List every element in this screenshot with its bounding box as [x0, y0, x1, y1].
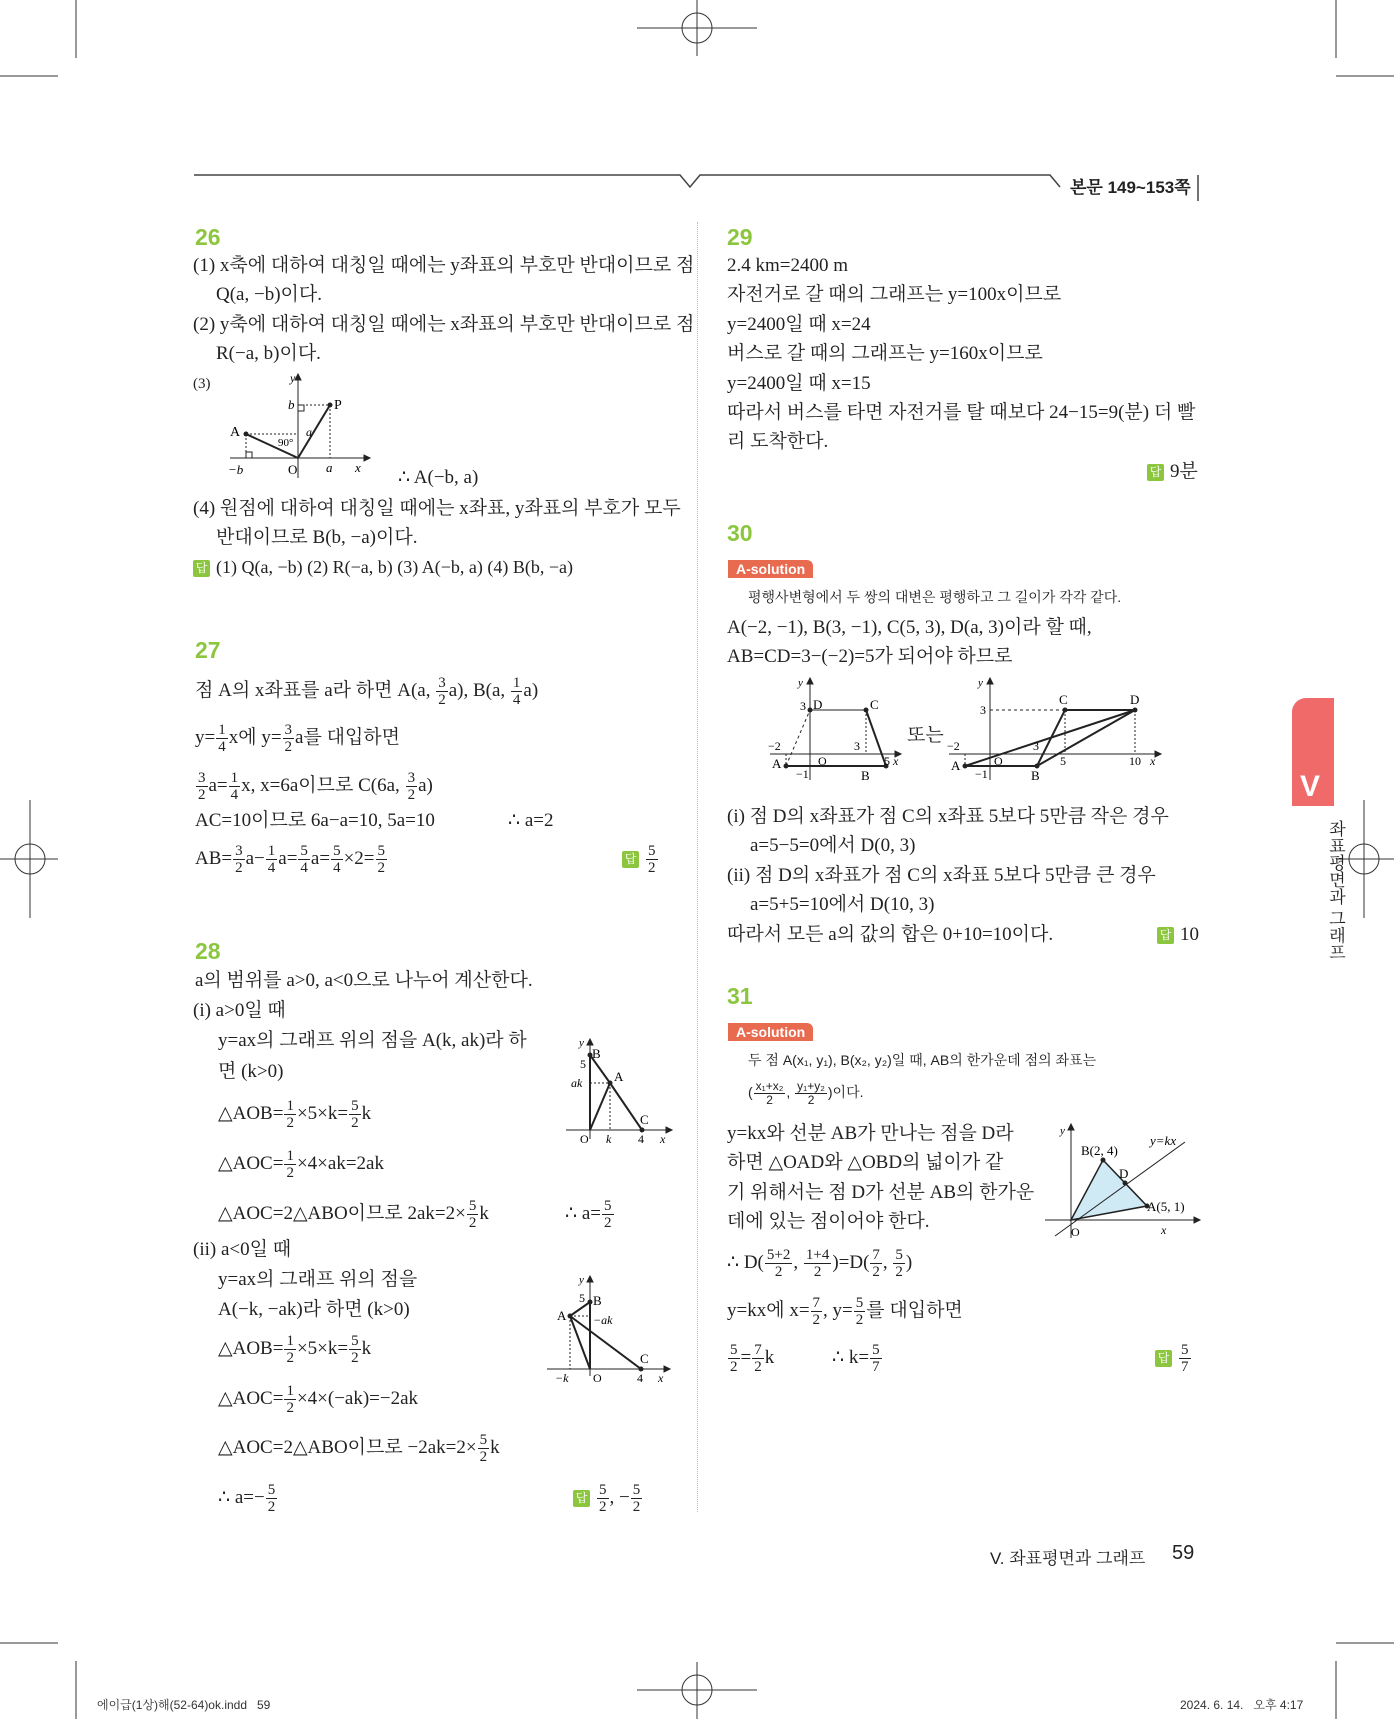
p26-line4: R(−a, b)이다. [216, 343, 321, 364]
svg-text:3: 3 [1033, 739, 1039, 753]
svg-text:y: y [579, 1274, 584, 1286]
svg-text:3: 3 [854, 739, 860, 753]
svg-text:B: B [592, 1046, 601, 1061]
svg-text:3: 3 [980, 703, 986, 717]
p31-line7: $\frac{5}{2}$ = $\frac{7}{2}$ k [730, 1342, 775, 1375]
svg-text:D: D [813, 697, 823, 712]
svg-text:D: D [1119, 1166, 1129, 1181]
p26-line3: (2) y축에 대하여 대칭일 때에는 x좌표의 부호만 반대이므로 점 [193, 314, 695, 335]
svg-text:A: A [951, 758, 961, 773]
svg-text:x: x [660, 1132, 666, 1146]
p31-hint1: 두 점 A(x₁, y₁), B(x₂, y₂)일 때, AB의 한가운데 점의 좌표는 [748, 1052, 1097, 1068]
svg-text:y: y [798, 677, 803, 689]
footer-page-number: 59 [1172, 1542, 1195, 1564]
svg-text:4: 4 [638, 1132, 644, 1146]
svg-text:5: 5 [579, 1291, 585, 1305]
p29-answer: 답 9분 [1147, 459, 1198, 485]
p26-fig-angle: 90° [278, 437, 294, 449]
svg-text:ak: ak [571, 1076, 583, 1090]
p31-line4: 데에 있는 점이어야 한다. [727, 1211, 930, 1232]
answer-label: 답 [193, 560, 210, 577]
p31-answer: 답 $\frac{5}{7}$ [1155, 1342, 1192, 1375]
p26-line6: ∴ A(−b, a) [398, 467, 479, 488]
problem-number-27: 27 [195, 637, 221, 663]
problem-number-29: 29 [727, 224, 753, 250]
svg-text:B: B [593, 1293, 602, 1308]
p26-fig-a2: a [326, 460, 333, 475]
p26-line7: (4) 원점에 대하여 대칭일 때에는 x좌표, y좌표의 부호가 모두 [193, 498, 681, 519]
svg-text:A: A [614, 1069, 624, 1084]
p30-case-ii1: a=5+5=10에서 D(10, 3) [750, 894, 935, 915]
svg-text:4: 4 [637, 1371, 643, 1384]
p28-i2: 면 (k>0) [218, 1061, 284, 1082]
p29-line5: y=2400일 때 x=15 [727, 373, 871, 394]
svg-text:y: y [978, 677, 983, 689]
p26-answer [193, 554, 573, 580]
p26-fig-O: O [288, 462, 298, 477]
svg-text:−1: −1 [975, 767, 988, 781]
svg-text:y: y [579, 1037, 584, 1049]
svg-text:D: D [1130, 692, 1140, 707]
svg-text:O: O [994, 754, 1003, 768]
footer-stamp: 2024. 6. 14. 오후 4:17 [1180, 1698, 1304, 1712]
svg-text:3: 3 [800, 699, 806, 713]
p28-i4: △AOC= $\frac{1}{2}$ ×4×ak=2ak [218, 1148, 384, 1181]
p28-i5: △AOC=2△ABO이므로 2ak=2× $\frac{5}{2}$ k [218, 1198, 489, 1231]
p30-hint: 평행사변형에서 두 쌍의 대변은 평행하고 그 길이가 각각 같다. [748, 589, 1122, 605]
p29-line4: 버스로 갈 때의 그래프는 y=160x이므로 [727, 343, 1043, 364]
svg-text:−1: −1 [796, 767, 809, 781]
svg-text:x: x [1150, 754, 1156, 768]
p26-line5: (3) [193, 376, 211, 392]
p27-answer: 답 $\frac{5}{2}$ [622, 843, 659, 876]
p30-figure-2 [945, 676, 1165, 786]
p29-line6: 따라서 버스를 타면 자전거를 탈 때보다 24−15=9(분) 더 빨 [727, 402, 1196, 423]
p30-a-solution-badge: A-solution [728, 560, 813, 578]
p26-fig-negb: −b [228, 462, 244, 477]
svg-text:O: O [1071, 1225, 1080, 1239]
svg-text:5: 5 [1060, 754, 1066, 768]
p31-line3: 기 위해서는 점 D가 선분 AB의 한가운 [727, 1182, 1035, 1203]
side-tab-roman: V [1300, 770, 1321, 803]
p28-figure-2 [545, 1272, 675, 1384]
svg-text:y: y [1060, 1125, 1065, 1137]
p29-line7: 리 도착한다. [727, 431, 829, 452]
p26-fig-A: A [230, 425, 241, 440]
p28-answer: 답 $\frac{5}{2}$ , − $\frac{5}{2}$ [573, 1482, 643, 1515]
p26-fig-b: b [288, 397, 295, 412]
svg-text:x: x [1161, 1223, 1167, 1237]
column-divider [697, 222, 698, 1512]
p30-case-ii: (ii) 점 D의 x좌표가 점 C의 x좌표 5보다 5만큼 큰 경우 [727, 865, 1156, 886]
p30-answer: 답 10 [1157, 922, 1199, 948]
p30-figure-1 [766, 676, 906, 786]
svg-text:O: O [580, 1132, 589, 1146]
p27-line1: 점 A의 x좌표를 a라 하면 A(a, $\frac{3}{2}$ a), B(a, $\frac{1}{4}$ a) [195, 675, 539, 708]
p27-line5: AB= $\frac{3}{2}$ a− $\frac{1}{4}$ a= $\frac{5}{4}$ a= $\frac{5}{4}$ ×2= $\frac{5}{2}$ [195, 843, 386, 876]
p31-a-solution-badge: A-solution [728, 1023, 813, 1041]
svg-text:5: 5 [884, 754, 890, 768]
svg-text:B: B [861, 768, 870, 783]
p26-answer-text: (1) Q(a, −b) (2) R(−a, b) (3) A(−b, a) (4) B(b, −a) [216, 557, 573, 577]
p30-case-i: (i) 점 D의 x좌표가 점 C의 x좌표 5보다 5만큼 작은 경우 [727, 806, 1169, 827]
p31-line7-result: ∴ k= $\frac{5}{7}$ [832, 1342, 880, 1375]
p26-fig-x: x [355, 460, 361, 475]
p31-figure [1045, 1120, 1205, 1245]
svg-text:x: x [893, 754, 899, 768]
svg-text:y=kx: y=kx [1150, 1133, 1177, 1148]
svg-text:C: C [640, 1351, 649, 1366]
svg-text:x: x [658, 1371, 664, 1384]
svg-text:C: C [1059, 692, 1068, 707]
p28-case-ii: (ii) a<0일 때 [193, 1239, 292, 1260]
p30-line3: 따라서 모든 a의 값의 합은 0+10=10이다. [727, 924, 1054, 945]
p31-line2: 하면 △OAD와 △OBD의 넓이가 같 [727, 1152, 1004, 1173]
svg-text:−2: −2 [947, 739, 960, 753]
p30-line2: AB=CD=3−(−2)=5가 되어야 하므로 [727, 646, 1013, 667]
svg-text:B: B [1031, 768, 1040, 783]
p26-line2: Q(a, −b)이다. [216, 284, 322, 305]
p26-fig-P: P [334, 398, 342, 413]
p27-line3: $\frac{3}{2}$ a= $\frac{1}{4}$ x, x=6a이므로 C(6a, $\frac{3}{2}$ a) [198, 770, 433, 803]
svg-text:−2: −2 [768, 739, 781, 753]
p31-line5: ∴ D( $\frac{5+2}{2}$ , $\frac{1+4}{2}$ )=D( $\frac{7}{2}$ , $\frac{5}{2}$ ) [727, 1247, 913, 1280]
footer-file: 에이급(1상)해(52-64)ok.indd 59 [97, 1698, 271, 1712]
p28-ii6: ∴ a=− $\frac{5}{2}$ [218, 1482, 276, 1515]
svg-text:B(2, 4): B(2, 4) [1081, 1143, 1118, 1158]
svg-text:C: C [870, 697, 879, 712]
p27-line2: y= $\frac{1}{4}$ x에 y= $\frac{3}{2}$ a를 대입하면 [195, 722, 401, 755]
p27-line4: AC=10이므로 6a−a=10, 5a=10 [195, 810, 435, 831]
svg-text:A(5, 1): A(5, 1) [1147, 1199, 1185, 1214]
side-tab-title: 좌표평면과 그래프 [1326, 820, 1345, 961]
p28-ii5: △AOC=2△ABO이므로 −2ak=2× $\frac{5}{2}$ k [218, 1432, 500, 1465]
p28-ii2: A(−k, −ak)라 하면 (k>0) [218, 1299, 410, 1320]
header-range: 본문 149~153쪽 [1070, 178, 1191, 197]
p26-line1: (1) x축에 대하여 대칭일 때에는 y좌표의 부호만 반대이므로 점 [193, 255, 695, 276]
problem-number-26: 26 [195, 224, 221, 250]
p28-i5-result: ∴ a= $\frac{5}{2}$ [565, 1198, 612, 1231]
problem-number-28: 28 [195, 938, 221, 964]
svg-text:C: C [640, 1112, 649, 1127]
p28-case-i: (i) a>0일 때 [193, 1000, 286, 1021]
p31-line1: y=kx와 선분 AB가 만나는 점을 D라 [727, 1123, 1014, 1144]
svg-text:A: A [557, 1308, 567, 1323]
problem-number-30: 30 [727, 520, 753, 546]
p29-line1: 2.4 km=2400 m [727, 255, 849, 276]
p26-fig-y: y [290, 371, 296, 385]
p27-line4b: ∴ a=2 [508, 810, 554, 831]
p28-i1: y=ax의 그래프 위의 점을 A(k, ak)라 하 [218, 1030, 527, 1051]
p30-line1: A(−2, −1), B(3, −1), C(5, 3), D(a, 3)이라 할 때, [727, 617, 1092, 638]
svg-text:O: O [593, 1371, 602, 1384]
p26-fig-a1: a [306, 425, 312, 439]
p31-line6: y=kx에 x= $\frac{7}{2}$ , y= $\frac{5}{2}$ 를 대입하면 [727, 1295, 963, 1328]
svg-text:O: O [818, 754, 827, 768]
p28-figure-1 [560, 1035, 675, 1147]
p28-ii1: y=ax의 그래프 위의 점을 [218, 1269, 418, 1290]
p26-line8: 반대이므로 B(b, −a)이다. [216, 527, 418, 548]
problem-number-31: 31 [727, 983, 753, 1009]
p31-hint2: ( $\frac{\text{x₁+x₂}}{2}$ , $\frac{\text{y₁+y₂}}{2}$ )이다. [748, 1079, 864, 1107]
p28-i3: △AOB= $\frac{1}{2}$ ×5×k= $\frac{5}{2}$ k [218, 1098, 372, 1131]
svg-text:5: 5 [580, 1057, 586, 1071]
p29-line3: y=2400일 때 x=24 [727, 314, 871, 335]
svg-text:10: 10 [1129, 754, 1141, 768]
p28-ii4: △AOC= $\frac{1}{2}$ ×4×(−ak)=−2ak [218, 1383, 419, 1416]
p26-figure [220, 370, 380, 482]
p28-ii3: △AOB= $\frac{1}{2}$ ×5×k= $\frac{5}{2}$ k [218, 1333, 372, 1366]
p30-or: 또는 [907, 725, 944, 746]
p28-line1: a의 범위를 a>0, a<0으로 나누어 계산한다. [195, 970, 533, 991]
p29-line2: 자전거로 갈 때의 그래프는 y=100x이므로 [727, 284, 1062, 305]
header-rule [190, 165, 1210, 205]
svg-text:−ak: −ak [593, 1313, 613, 1327]
svg-text:A: A [772, 756, 782, 771]
footer-chapter: V. 좌표평면과 그래프 [990, 1549, 1146, 1568]
svg-text:−k: −k [555, 1371, 569, 1384]
p30-case-i1: a=5−5=0에서 D(0, 3) [750, 835, 916, 856]
svg-text:k: k [606, 1132, 612, 1146]
